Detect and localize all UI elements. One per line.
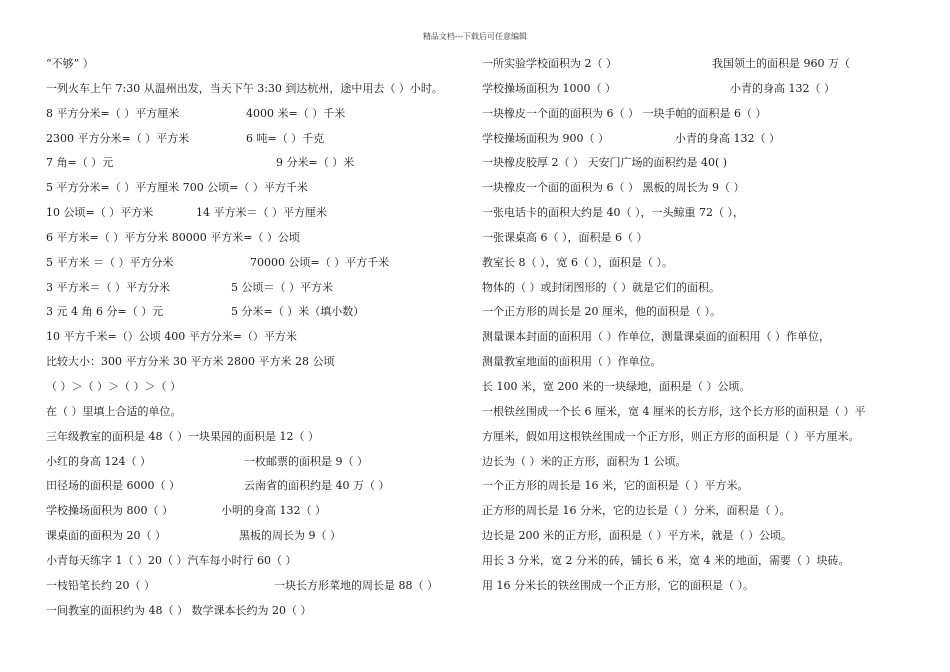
right-text-a: 一所实验学校面积为 2（ ） bbox=[482, 57, 617, 70]
left-text: （ ）＞（ ）＞（ ）＞（ ） bbox=[46, 379, 181, 393]
page-header: 精品文档---下载后可任意编辑 bbox=[422, 32, 528, 41]
right-text-b: 我国领土的面积是 960 万（ bbox=[712, 57, 850, 70]
left-line-3 bbox=[46, 102, 451, 127]
right-text: 一块橡皮一个面的面积为 6（ ） 黑板的周长为 9（ ） bbox=[482, 181, 745, 195]
left-text: “不够” ） bbox=[46, 57, 94, 70]
left-text-b: 小明的身高 132（ ） bbox=[221, 504, 326, 518]
right-text: 物体的（ ）或封闭图形的（ ）就是它们的面积。 bbox=[482, 280, 720, 294]
right-line-21 bbox=[482, 549, 942, 574]
left-column bbox=[46, 52, 451, 623]
left-text-a: 一枝铅笔长约 20（ ） bbox=[46, 578, 155, 592]
right-text: 测量教室地面的面积用（ ）作单位。 bbox=[482, 355, 662, 369]
left-line-21 bbox=[46, 549, 451, 574]
left-text: 一间教室的面积约为 48（ ） 数学课本长约为 20（ ） bbox=[46, 603, 312, 617]
left-text-a: 小红的身高 124（ ） bbox=[46, 454, 151, 468]
left-text: 6 平方米=（ ）平方分米 80000 平方米=（ ）公顷 bbox=[46, 230, 300, 244]
right-line-5 bbox=[482, 151, 942, 176]
left-text-b: 一块长方形菜地的周长是 88（ ） bbox=[274, 578, 438, 592]
left-text-b: 5 分米=（ ）米（填小数） bbox=[231, 305, 365, 319]
right-text: 正方形的周长是 16 分米，它的边长是（ ）分米，面积是（ ）。 bbox=[482, 504, 791, 518]
left-line-12 bbox=[46, 325, 451, 350]
left-line-9 bbox=[46, 251, 451, 276]
right-text: 长 100 米，宽 200 米的一块绿地，面积是（ ）公顷。 bbox=[482, 379, 751, 393]
right-text-b: 小青的身高 132（ ） bbox=[675, 131, 780, 145]
right-line-11 bbox=[482, 300, 942, 325]
right-line-3 bbox=[482, 102, 942, 127]
left-text-b: 5 公顷＝（ ）平方米 bbox=[231, 280, 333, 294]
left-text-a: 7 角=（ ）元 bbox=[46, 156, 114, 170]
left-text-b: 6 吨=（ ）千克 bbox=[246, 131, 325, 145]
left-text-b: 9 分米=（ ）米 bbox=[276, 156, 355, 170]
left-line-23 bbox=[46, 599, 451, 624]
left-line-4 bbox=[46, 127, 451, 152]
left-line-11 bbox=[46, 300, 451, 325]
right-text: 一块橡皮胶厚 2（ ） 天安门广场的面积约是 40( ) bbox=[482, 156, 728, 170]
right-line-8 bbox=[482, 226, 942, 251]
left-text-b: 4000 米=（ ）千米 bbox=[246, 106, 346, 120]
left-line-16 bbox=[46, 425, 451, 450]
right-line-10 bbox=[482, 276, 942, 301]
right-line-7 bbox=[482, 201, 942, 226]
left-line-15 bbox=[46, 400, 451, 425]
right-line-19 bbox=[482, 499, 942, 524]
right-line-2 bbox=[482, 77, 942, 102]
left-line-13 bbox=[46, 350, 451, 375]
left-text: 三年级教室的面积是 48（ ）一块果园的面积是 12（ ） bbox=[46, 429, 319, 443]
left-line-19 bbox=[46, 499, 451, 524]
left-line-14 bbox=[46, 375, 451, 400]
left-text-a: 10 公顷=（ ）平方米 bbox=[46, 206, 154, 220]
right-text: 一个正方形的周长是 20 厘米，他的面积是（ ）。 bbox=[482, 305, 721, 319]
right-line-9 bbox=[482, 251, 942, 276]
right-text: 用长 3 分米，宽 2 分米的砖，铺长 6 米，宽 4 米的地面，需要（ ）块砖。 bbox=[482, 553, 850, 567]
right-text: 边长是 200 米的正方形，面积是（ ）平方米，就是（ ）公顷。 bbox=[482, 529, 792, 543]
left-text-b: 黑板的周长为 9（ ） bbox=[239, 529, 341, 543]
right-text: 边长为（ ）米的正方形，面积为 1 公顷。 bbox=[482, 454, 687, 468]
left-text-a: 课桌面的面积为 20（ ） bbox=[46, 529, 166, 543]
left-text-a: 8 平方分米=（ ）平方厘米 bbox=[46, 106, 180, 120]
left-text: 10 平方千米=（）公顷 400 平方分米=（）平方米 bbox=[46, 330, 297, 344]
right-text-b: 小青的身高 132（ ） bbox=[730, 81, 835, 95]
left-line-22 bbox=[46, 574, 451, 599]
left-line-8 bbox=[46, 226, 451, 251]
right-text: 一根铁丝围成一个长 6 厘米，宽 4 厘米的长方形，这个长方形的面积是（ ）平 bbox=[482, 404, 866, 418]
right-line-15 bbox=[482, 400, 942, 425]
left-text: 一列火车上午 7:30 从温州出发，当天下午 3:30 到达杭州，途中用去（ ）小时。 bbox=[46, 81, 443, 95]
right-line-16 bbox=[482, 425, 942, 450]
right-text-a: 学校操场面积为 1000（ ） bbox=[482, 81, 616, 95]
left-text-a: 田径场的面积是 6000（ ） bbox=[46, 479, 180, 493]
right-line-20 bbox=[482, 524, 942, 549]
left-text-a: 2300 平方分米=（ ）平方米 bbox=[46, 131, 190, 145]
left-text-a: 3 元 4 角 6 分=（ ）元 bbox=[46, 305, 164, 319]
right-text: 测量课本封面的面积用（ ）作单位，测量课桌面的面积用（ ）作单位， bbox=[482, 330, 830, 344]
left-line-20 bbox=[46, 524, 451, 549]
left-text-a: 学校操场面积为 800（ ） bbox=[46, 504, 173, 518]
right-line-12 bbox=[482, 325, 942, 350]
left-line-10 bbox=[46, 276, 451, 301]
left-line-5 bbox=[46, 151, 451, 176]
left-line-6 bbox=[46, 176, 451, 201]
left-line-18 bbox=[46, 474, 451, 499]
right-line-13 bbox=[482, 350, 942, 375]
right-text: 一个正方形的周长是 16 米，它的面积是（ ）平方米。 bbox=[482, 479, 749, 493]
right-text-a: 学校操场面积为 900（ ） bbox=[482, 131, 609, 145]
left-line-17 bbox=[46, 450, 451, 475]
right-text: 一张课桌高 6（ ），面积是 6（ ） bbox=[482, 230, 648, 244]
left-text: 5 平方分米=（ ）平方厘米 700 公顷=（ ）平方千米 bbox=[46, 181, 308, 195]
right-line-17 bbox=[482, 450, 942, 475]
left-text: 在（ ）里填上合适的单位。 bbox=[46, 404, 182, 418]
right-column bbox=[482, 52, 942, 599]
left-line-1 bbox=[46, 52, 451, 77]
right-text: 一张电话卡的面积大约是 40（ ），一头鲸重 72（ ）， bbox=[482, 206, 744, 220]
right-text: 一块橡皮一个面的面积为 6（ ） 一块手帕的面积是 6（ ） bbox=[482, 106, 767, 120]
left-line-7 bbox=[46, 201, 451, 226]
left-text-b: 70000 公顷=（ ）平方千米 bbox=[250, 255, 390, 269]
right-line-4 bbox=[482, 127, 942, 152]
left-text-b: 14 平方米＝（ ）平方厘米 bbox=[196, 206, 327, 220]
right-text: 方厘米，假如用这根铁丝围成一个正方形，则正方形的面积是（ ）平方厘米。 bbox=[482, 429, 860, 443]
left-text: 小青每天练字 1（ ）20（ ）汽车每小时行 60（ ） bbox=[46, 553, 297, 567]
left-text-a: 3 平方米＝（ ）平方分米 bbox=[46, 280, 170, 294]
right-line-18 bbox=[482, 474, 942, 499]
right-line-14 bbox=[482, 375, 942, 400]
left-text-b: 云南省的面积约是 40 万（ ） bbox=[244, 479, 390, 493]
right-line-1 bbox=[482, 52, 942, 77]
right-line-22 bbox=[482, 574, 942, 599]
right-line-6 bbox=[482, 176, 942, 201]
left-text-a: 5 平方米 ＝（ ）平方分米 bbox=[46, 255, 174, 269]
right-text: 用 16 分米长的铁丝围成一个正方形，它的面积是（ ）。 bbox=[482, 578, 754, 592]
left-text-b: 一枚邮票的面积是 9（ ） bbox=[244, 454, 368, 468]
right-text: 教室长 8（ ），宽 6（ ），面积是（ ）。 bbox=[482, 255, 673, 269]
left-line-2 bbox=[46, 77, 451, 102]
left-text: 比较大小：300 平方分米 30 平方米 2800 平方米 28 公顷 bbox=[46, 355, 335, 369]
